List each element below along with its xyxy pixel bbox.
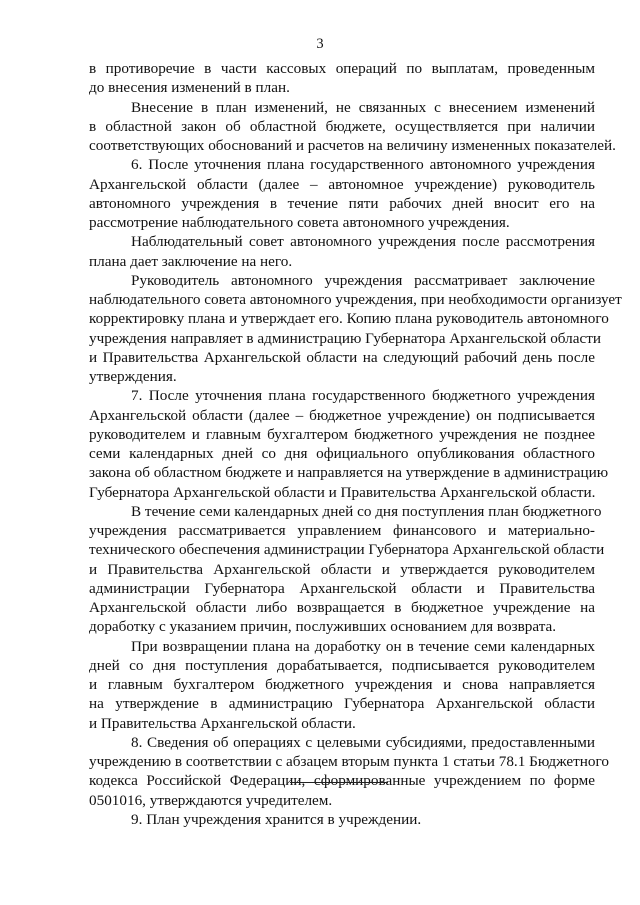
text-line: рассмотрение наблюдательного совета автономного учреждения. <box>89 214 510 231</box>
paragraph <box>89 502 605 637</box>
text-line: на утверждение в администрацию Губернатора Архангельской области <box>89 695 595 713</box>
text-line: доработку с указанием причин, послуживших основанием для возврата. <box>89 618 557 636</box>
text-line: в противоречие в части кассовых операций по выплатам, проведенным <box>89 60 595 77</box>
text-line: корректировку плана и утверждает его. Копию плана руководитель автономного <box>89 310 609 328</box>
page-number: 3 <box>316 36 324 52</box>
text-line: 0501016, утверждаются учредителем. <box>89 791 333 809</box>
text-line: При возвращении плана на доработку он в течение семи календарных <box>131 637 595 655</box>
text-line: Наблюдательный совет автономного учреждения после рассмотрения <box>131 233 595 251</box>
text-line: плана дает заключение на него. <box>89 252 293 270</box>
text-line: Архангельской области либо возвращается в бюджетное учреждение на <box>89 599 595 616</box>
text-line: утверждения. <box>89 368 177 385</box>
paragraph <box>89 733 609 810</box>
text-line: и Правительства Архангельской области и утверждается руководителем <box>89 560 595 578</box>
text-line: кодекса Российской Федерации, сформированные учреждением по форме <box>89 772 595 790</box>
text-line: в областной закон об областной бюджете, осуществляется при наличии <box>89 117 595 135</box>
text-line: учреждению в соответствии с абзацем вторым пункта 1 статьи 78.1 Бюджетного <box>89 753 609 770</box>
text-line: 9. План учреждения хранится в учреждении. <box>131 810 422 828</box>
paragraph <box>89 386 609 502</box>
text-line: Архангельской области (далее – бюджетное учреждение) он подписывается <box>89 406 595 424</box>
text-line: закона об областном бюджете и направляется на утверждение в администрацию <box>89 464 609 482</box>
text-line: 6. После уточнения плана государственного автономного учреждения <box>131 156 595 174</box>
text-line: учреждения направляет в администрацию Губернатора Архангельской области <box>89 329 601 347</box>
text-line: дней со дня поступления дорабатывается, подписывается руководителем <box>89 656 595 674</box>
paragraph <box>89 637 595 733</box>
text-line: 7. После уточнения плана государственного бюджетного учреждения <box>131 387 595 405</box>
text-line: Руководитель автономного учреждения рассматривает заключение <box>131 271 595 289</box>
text-line: Губернатора Архангельской области и Правительства Архангельской области. <box>89 483 596 501</box>
paragraph <box>89 271 622 387</box>
paragraph <box>89 232 595 271</box>
text-line: технического обеспечения администрации Губернатора Архангельской области <box>89 541 605 559</box>
text-line: 8. Сведения об операциях с целевыми субсидиями, предоставленными <box>131 733 595 751</box>
paragraph <box>89 155 595 232</box>
paragraph <box>89 59 595 98</box>
text-line: Внесение в план изменений, не связанных с внесением изменений <box>131 98 595 116</box>
paragraph <box>89 98 616 156</box>
text-line: руководителем и главным бухгалтером бюджетного учреждения не позднее <box>89 425 595 443</box>
end-of-document-line <box>290 782 388 783</box>
text-line: Архангельской области (далее – автономное учреждение) руководитель <box>89 175 595 193</box>
text-line: учреждения рассматривается управлением финансового и материально- <box>89 522 595 539</box>
text-line: администрации Губернатора Архангельской области и Правительства <box>89 579 595 597</box>
text-line: автономного учреждения в течение пяти рабочих дней вносит его на <box>89 194 595 212</box>
text-line: соответствующих обоснований и расчетов на величину измененных показателей. <box>89 137 616 154</box>
text-line: В течение семи календарных дней со дня поступления план бюджетного <box>131 502 602 520</box>
text-line: и Правительства Архангельской области на следующий рабочий день после <box>89 348 595 366</box>
text-line: семи календарных дней со дня официального опубликования областного <box>89 445 595 462</box>
text-line: до внесения изменений в план. <box>89 79 290 97</box>
text-line: и главным бухгалтером бюджетного учреждения и снова направляется <box>89 676 595 693</box>
document-body <box>89 59 622 829</box>
text-line: наблюдательного совета автономного учреждения, при необходимости организует <box>89 291 622 308</box>
paragraph <box>89 810 595 829</box>
text-line: и Правительства Архангельской области. <box>89 714 356 732</box>
